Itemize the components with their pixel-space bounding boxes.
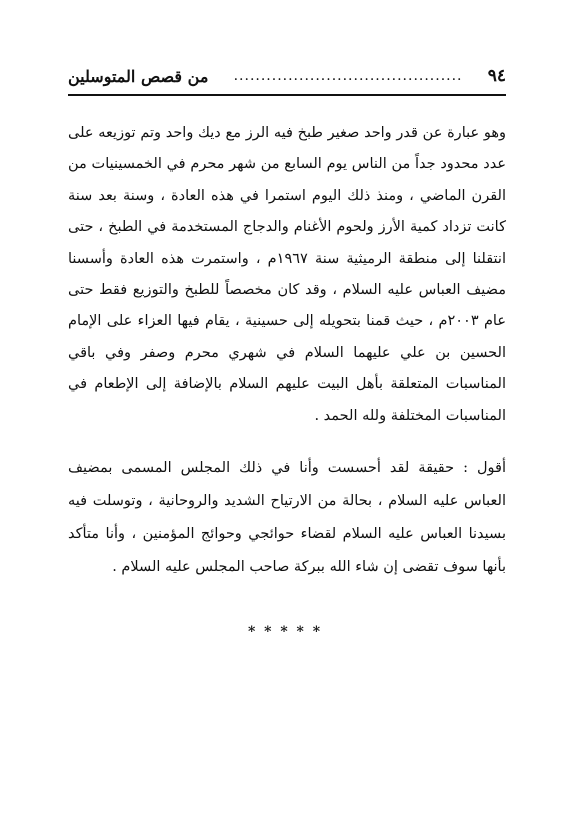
header-dots: .......................................... [233, 68, 463, 84]
paragraph-2-text: أقول : حقيقة لقد أحسست وأنا في ذلك المجلس المسمى بمضيف العباس عليه السلام ، بحالة من الارتياح الشديد والروحانية ، وتوسلت فيه بسيدنا العباس عليه السلام لقضاء حوائجي وحوائج المؤمنين ، وأنا متأكد بأنها سوف تقضى إن شاء الله ببركة صاحب المجلس عليه السلام . [68, 460, 506, 575]
running-title: من قصص المتوسلين [68, 66, 209, 86]
paragraph-1-text: وهو عبارة عن قدر واحد صغير طبخ فيه الرز مع ديك واحد وتم توزيعه على عدد محدود جداً من الناس يوم السابع من شهر محرم في الخمسينيات من القرن الماضي ، ومنذ ذلك اليوم استمرا في هذه العادة ، وسنة بعد سنة كانت تزداد كمية الأرز ولحوم الأغنام والدجاج المستخدمة في الطبخ ، حتى انتقلنا إلى منطقة الرميثية سنة ١٩٦٧م ، واستمرت هذه العادة وأسسنا مضيف العباس عليه السلام ، وقد كان مخصصاً للطبخ والتوزيع فقط حتى عام ٢٠٠٣م ، حيث قمنا بتحويله إلى حسينية ، يقام فيها العزاء على الإمام الحسين بن علي عليهما السلام في شهري محرم وصفر وفي باقي المناسبات المتعلقة بأهل البيت عليهم السلام بالإضافة إلى الإطعام في المناسبات المختلفة ولله الحمد . [68, 125, 506, 424]
paragraph-1 [68, 118, 506, 432]
page-header [68, 60, 506, 92]
page-number: ٩٤ [487, 66, 506, 86]
section-separator: * * * * * [247, 624, 323, 640]
paragraph-2 [68, 452, 506, 584]
header-rule [68, 94, 506, 96]
